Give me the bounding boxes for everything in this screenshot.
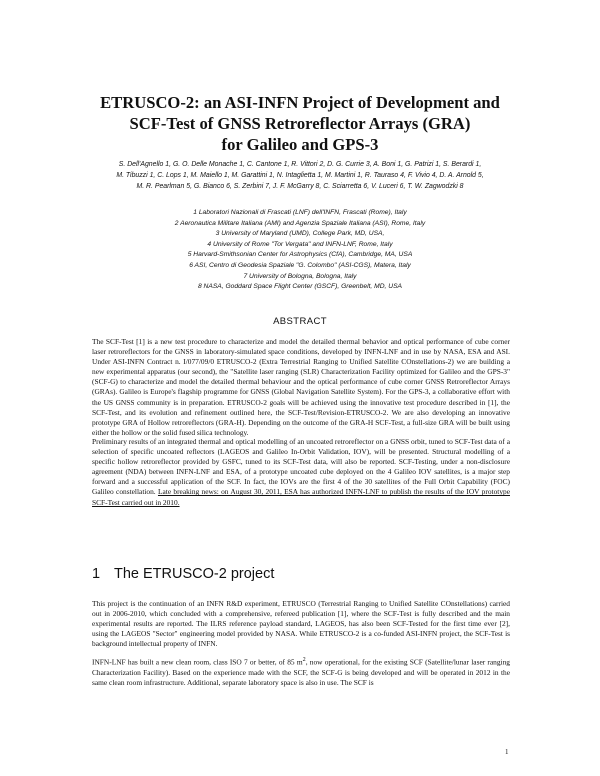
affiliation-item: 6 ASI, Centro di Geodesia Spaziale "G. Colombo" (ASI-CGS), Matera, Italy bbox=[189, 261, 411, 269]
body-paragraph: This project is the continuation of an INFN R&D experiment, ETRUSCO (Terrestrial Ranging to Unified Satellite COnstellations) carried out in 2006-2010, which concluded with a comprehensive, refereed publication [1], where the SCF-Test is fully described and the main experimental results are reported. The ILRS reference payload standard, LAGEOS, has also been SCF-Tested for the first time ever [2], using the LAGEOS "Sector" engineering model provided by NASA. While ETRUSCO-2 is a co-funded ASI-INFN project, the SCF-Test is background intellectual property of INFN. bbox=[92, 599, 510, 649]
affiliation-item: 1 Laboratori Nazionali di Frascati (LNF) dell'INFN, Frascati (Rome), Italy bbox=[193, 209, 407, 216]
abstract-paragraph bbox=[92, 437, 510, 508]
section-number: 1 bbox=[92, 566, 101, 582]
abstract-paragraph: The SCF-Test [1] is a new test procedure to characterize and model the detailed thermal behavior and optical performance of cube corner laser retroreflectors for the GNSS in laboratory-simulated space conditions, developed by INFN-LNF and in use by NASA, ESA and ASI. Under ASI-INFN Contract n. I/077/09/0 ETRUSCO-2 (Extra Terrestrial Ranging to Unified Satellite COnstellations-2) we are building a new experimental apparatus (our second), the "Satellite laser ranging (SLR) Characterization Facility optimized for Galileo and the GPS-3" (SCF-G) to characterize and model the detailed thermal behaviour and the optical performance of cube corner GNSS Retroreflector Arrays (GRAs). Galileo is Europe's flagship programme for GNSS (Global Navigation Satellite System). For the GPS-3, a collaborative effort with the US GNSS community is in preparation. ETRUSCO-2 goals will be achieved using the innovative test procedure described in [1], the SCF-Test, and its evolution and refinement outlined here, the SCF-Test/Revision-ETRUSCO-2. We are also developing an innovative prototype GRA of Hollow retroreflectors (GRA-H). Depending on the outcome of the GRA-H SCF-Test, a full-size GRA will be built using either the hollow or the solid fused silica technology. bbox=[92, 337, 510, 437]
late-breaking-news: Late breaking news: on August 30, 2011, ESA has authorized INFN-LNF to publish the results of the IOV prototype SCF-Test carried out in 2010. bbox=[92, 487, 510, 507]
superscript: 2 bbox=[302, 657, 306, 663]
affiliation-item: 7 University of Bologna, Bologna, Italy bbox=[243, 272, 357, 280]
section-title: The ETRUSCO-2 project bbox=[114, 566, 275, 582]
title-line: ETRUSCO-2: an ASI-INFN Project of Development and bbox=[100, 93, 500, 112]
affiliation-item: 5 Harvard-Smithsonian Center for Astrophysics (CfA), Cambridge, MA, USA bbox=[187, 251, 413, 259]
author-line: M. Tibuzzi 1, C. Lops 1, M. Maiello 1, M. Garattini 1, N. Intaglietta 1, M. Martini 1, R. Tauraso 4, F. Vivio 4, D. A. Arnold 5, bbox=[116, 171, 484, 179]
author-line: M. R. Pearlman 5, G. Bianco 6, S. Zerbini 7, J. F. McGarry 8, C. Sciarretta 6, V. Luceri 6, T. W. Zagwodzki 8 bbox=[136, 182, 464, 190]
body-text: , now operational, for the existing SCF (Satellite/lunar laser ranging Characterization Facility). Based on the experience made with the SCF, the SCF-G is being developed and will be operated in 2012 in the same clean room infrastructure. Additional, separate laboratory space is also in use. The SCF is bbox=[92, 657, 510, 687]
author-line: S. Dell'Agnello 1, G. O. Delle Monache 1, C. Cantone 1, R. Vittori 2, D. G. Currie 3, A. Boni 1, G. Patrizi 1, S. Berardi 1, bbox=[118, 161, 482, 168]
affiliation-item: 3 University of Maryland (UMD), College Park, MD, USA, bbox=[215, 230, 385, 238]
body-text: INFN-LNF has built a new clean room, class ISO 7 or better, of 85 m bbox=[92, 657, 303, 667]
title-line: SCF-Test of GNSS Retroreflector Arrays (GRA) bbox=[129, 114, 471, 133]
paper-title bbox=[60, 92, 540, 155]
affiliation-item: 4 University of Rome "Tor Vergata" and INFN-LNF, Rome, Italy bbox=[207, 240, 393, 248]
affiliation-item: 2 Aeronautica Militare Italiana (AMI) and Agenzia Spaziale Italiana (ASI), Rome, Italy bbox=[174, 219, 426, 227]
body-paragraph bbox=[92, 655, 510, 688]
abstract-heading: ABSTRACT bbox=[273, 316, 327, 327]
title-line: for Galileo and GPS-3 bbox=[221, 135, 379, 154]
affiliation-item: 8 NASA, Goddard Space Flight Center (GSCF), Greenbelt, MD, USA bbox=[197, 283, 403, 291]
section-heading bbox=[92, 566, 274, 582]
page-number: 1 bbox=[505, 748, 509, 756]
affiliation-list bbox=[70, 208, 530, 293]
author-list bbox=[82, 160, 518, 192]
abstract-paragraph-text: Preliminary results of an integrated thermal and optical modelling of an uncoated retroreflector on a GNSS orbit, tuned to SCF-Test data of a selection of specific uncoated reflectors (LAGEOS and Galileo In-Orbit Validation, IOV), will be presented. Structural modelling of a specific hollow retroreflector provided by GSFC, tuned to its SCF-Test data, will also be reported. SCF-Testing, under a non-disclosure agreement (NDA) between INFN-LNF and ESA, of a prototype uncoated cube deployed on the 4 Galileo IOV satellites, is a major step forward and a successful application of the SCF. In fact, the IOVs are the first 4 of the 30 satellites of the Full Orbit Capability (FOC) Galileo constellation. bbox=[92, 437, 510, 497]
